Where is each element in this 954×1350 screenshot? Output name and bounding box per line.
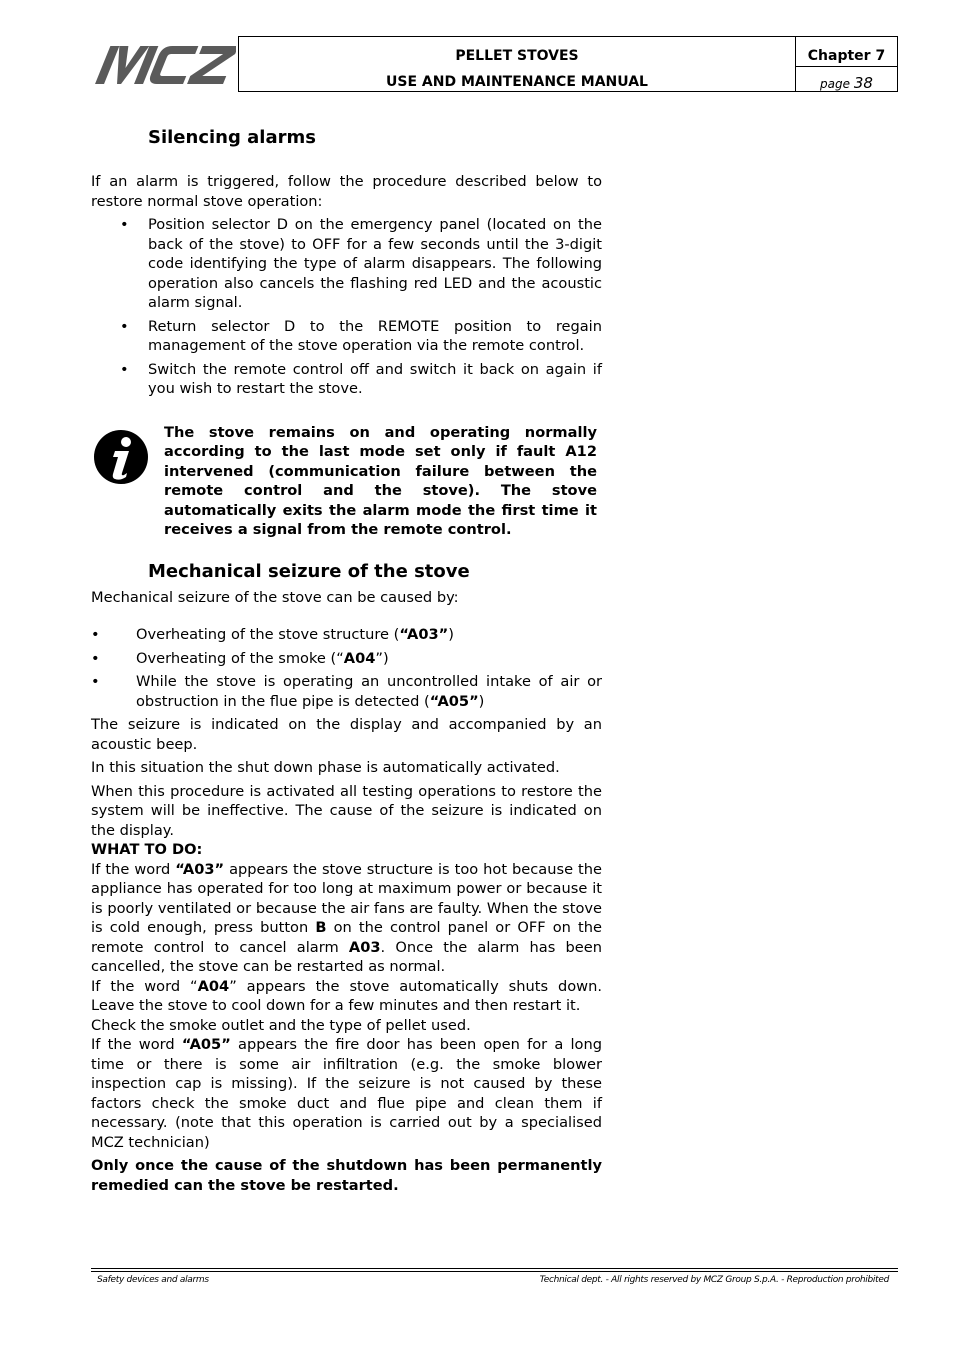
header-title-line1: PELLET STOVES <box>455 48 579 64</box>
list-item: • Return selector D to the REMOTE position to regain management of the stove operation via the remote control. <box>148 317 602 356</box>
info-note <box>91 423 602 541</box>
page-number-value: 38 <box>853 74 873 92</box>
chapter-divider <box>796 66 897 67</box>
text: appears the fire door has been open for a long time or there is some air infiltration (e.g. the smoke blower inspection cap is missing). If the seizure is not caused by these factors check the smoke duct and flue pipe and clean them if necessary. (note that this operation is carried out by a specialised MCZ technician) <box>91 1036 602 1151</box>
list-item <box>136 649 602 669</box>
a03-paragraph <box>91 860 602 977</box>
mechanical-intro: Mechanical seizure of the stove can be caused by: <box>91 588 459 606</box>
footer-rule <box>91 1271 898 1272</box>
header-title-line2: USE AND MAINTENANCE MANUAL <box>386 74 648 90</box>
footer-rule <box>91 1268 898 1269</box>
shutdown-phase-text: In this situation the shut down phase is automatically activated. <box>91 759 560 776</box>
what-to-do-label: WHAT TO DO: <box>91 841 203 858</box>
cause-end: ”) <box>375 649 389 667</box>
list-item: • Position selector D on the emergency panel (located on the back of the stove) to OFF for a few seconds until the 3-digit code identifying the type of alarm disappears. The following operation also cancels the flashing red LED and the acoustic alarm signal. <box>148 215 602 313</box>
a04-paragraph <box>91 977 602 1016</box>
chapter-box <box>795 36 898 92</box>
check-smoke-text: Check the smoke outlet and the type of pellet used. <box>91 1016 471 1034</box>
heading-mechanical-seizure: Mechanical seizure of the stove <box>148 560 470 582</box>
list-item <box>136 625 602 645</box>
seizure-display-text: The seizure is indicated on the display and accompanied by an acoustic beep. <box>91 716 602 753</box>
list-item: • Switch the remote control off and switch it back on again if you wish to restart the stove. <box>148 360 602 399</box>
heading-silencing-alarms: Silencing alarms <box>148 127 316 148</box>
text: If the word <box>91 1036 182 1053</box>
list-item <box>136 672 602 711</box>
cause-text: While the stove is operating an uncontrolled intake of air or obstruction in the flue pipe is detected ( <box>136 673 602 710</box>
alarm-code: “A03” <box>175 860 225 878</box>
footer-copyright: Technical dept. - All rights reserved by MCZ Group S.p.A. - Reproduction prohibited <box>539 1275 889 1285</box>
header-title-box <box>238 36 796 92</box>
mcz-logo <box>90 42 236 88</box>
a05-paragraph <box>91 1035 602 1152</box>
silencing-intro: If an alarm is triggered, follow the procedure described below to restore normal stove operation: <box>91 173 602 210</box>
alarm-code: “A03” <box>399 626 449 643</box>
cause-text: Overheating of the stove structure ( <box>136 626 400 643</box>
text: appears the stove structure is too hot because the appliance has operated for too long at maximum power or because it is poorly ventilated or because the air fans are faulty. When the stove is cold enough, press button <box>91 860 603 936</box>
alarm-code: A03 <box>348 938 381 956</box>
cause-end: ) <box>478 692 485 710</box>
silencing-steps <box>91 215 602 399</box>
alarm-code: A04 <box>197 977 230 995</box>
page-number <box>796 74 897 92</box>
alarm-code: “A05” <box>429 692 479 710</box>
text: If the word “ <box>91 977 198 995</box>
text: If the word <box>91 860 176 878</box>
button-ref: B <box>315 919 327 936</box>
chapter-title: Chapter 7 <box>807 48 886 64</box>
footer-section-name: Safety devices and alarms <box>97 1275 209 1285</box>
main-content <box>91 124 602 1195</box>
final-warning: Only once the cause of the shutdown has been permanently remedied can the stove be restarted. <box>91 1157 602 1194</box>
page-prefix: page <box>820 77 851 91</box>
cause-text: Overheating of the smoke (“ <box>136 649 344 667</box>
alarm-code: “A05” <box>181 1036 231 1053</box>
alarm-code: A04 <box>343 649 376 667</box>
info-note-text: The stove remains on and operating normally according to the last mode set only if fault A12 intervened (communication failure between the remote control and the stove). The stove automatically exits the alarm mode the first time it receives a signal from the remote control. <box>164 423 597 538</box>
testing-ineffective-text: When this procedure is activated all testing operations to restore the system will be ineffective. The cause of the seizure is indicated on the display. <box>91 782 602 839</box>
seizure-causes <box>91 625 602 711</box>
text: . Once the alarm has been cancelled, the stove can be restarted as normal. <box>91 938 602 975</box>
cause-end: ) <box>448 626 454 643</box>
text: ” appears the stove automatically shuts down. Leave the stove to cool down for a few minutes and then restart it. <box>91 977 602 1014</box>
text: on the control panel or OFF on the remote control to cancel alarm <box>91 919 602 956</box>
info-icon <box>93 429 149 485</box>
